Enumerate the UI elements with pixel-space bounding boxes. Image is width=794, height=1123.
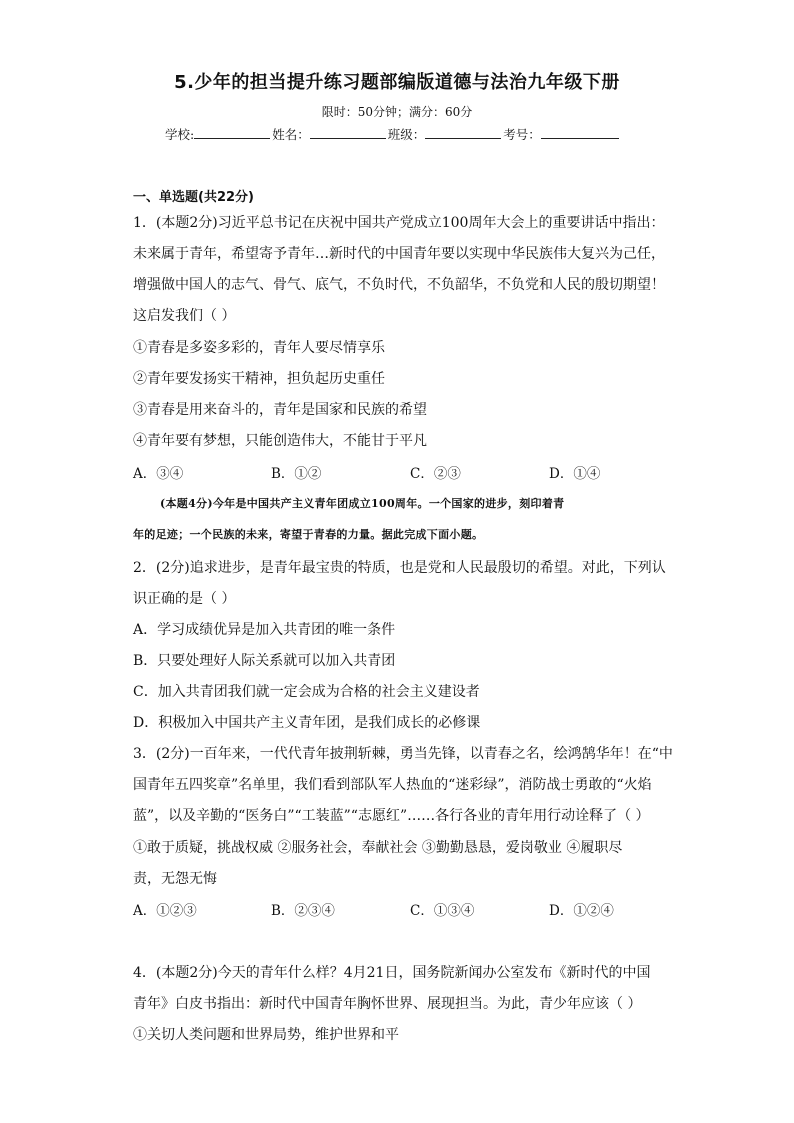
q1-stem-line: 未来属于青年，希望寄予青年…新时代的中国青年要以实现中华民族伟大复兴为己任， (133, 246, 665, 262)
q4-stem-line: 4．(本题2分)今天的青年什么样？4月21日，国务院新闻办公室发布《新时代的中国 (133, 965, 651, 981)
class-label: 班级： (387, 127, 426, 142)
name-label: 姓名： (272, 127, 310, 142)
class-field[interactable] (425, 124, 501, 139)
q1-option-d[interactable]: D．①④ (549, 466, 601, 482)
q2-choice-a[interactable]: A．学习成绩优异是加入共青团的唯一条件 (133, 622, 396, 638)
q3-option-a[interactable]: A．①②③ (133, 903, 197, 919)
q1-option-b[interactable]: B．①② (271, 466, 322, 482)
q1-item: ②青年要发扬实干精神，担负起历史重任 (133, 371, 385, 387)
exam-no-label: 考号： (503, 127, 541, 142)
q1-item: ③青春是用来奋斗的，青年是国家和民族的希望 (133, 402, 427, 418)
q1-item: ④青年要有梦想，只能创造伟大，不能甘于平凡 (133, 433, 427, 449)
q4-stem-line: 青年》白皮书指出：新时代中国青年胸怀世界、展现担当。为此，青少年应该（ ） (133, 996, 642, 1012)
time-score-info: 限时：50分钟；满分：60分 (321, 105, 473, 119)
q3-option-c[interactable]: C．①③④ (410, 903, 475, 919)
q1-item: ①青春是多姿多彩的，青年人要尽情享乐 (133, 340, 385, 356)
q2-choice-b[interactable]: B．只要处理好人际关系就可以加入共青团 (133, 653, 396, 669)
q1-option-a[interactable]: A．③④ (133, 466, 184, 482)
q2-stem-line: 2．(2分)追求进步，是青年最宝贵的特质，也是党和人民最殷切的希望。对此，下列认 (133, 560, 666, 576)
school-field[interactable] (194, 124, 270, 139)
q3-stem-line: 3．(2分)一百年来，一代代青年披荆斩棘，勇当先锋，以青春之名，绘鸿鹄华年！在“中 (133, 746, 673, 762)
student-info-row (165, 124, 621, 143)
q2-choice-c[interactable]: C．加入共青团我们就一定会成为合格的社会主义建设者 (133, 684, 480, 700)
q3-option-d[interactable]: D．①②④ (549, 903, 614, 919)
q1-option-c[interactable]: C．②③ (410, 466, 461, 482)
q3-stem-line: 蓝”，以及辛勤的“医务白”“工装蓝”“志愿红”……各行各业的青年用行动诠释了（ ） (133, 808, 650, 824)
material-line: (本题4分)今年是中国共产主义青年团成立100周年。一个国家的进步，刻印着青 (160, 497, 565, 510)
exam-no-field[interactable] (541, 124, 619, 139)
name-field[interactable] (310, 124, 386, 139)
q2-choice-d[interactable]: D．积极加入中国共产主义青年团，是我们成长的必修课 (133, 715, 481, 731)
q2-stem-line: 识正确的是（ ） (133, 591, 236, 607)
q4-item: ①关切人类问题和世界局势，维护世界和平 (133, 1027, 399, 1043)
q1-stem-line: 1．(本题2分)习近平总书记在庆祝中国共产党成立100周年大会上的重要讲话中指出： (133, 215, 665, 231)
q3-option-b[interactable]: B．②③④ (271, 903, 335, 919)
q1-stem-line: 这启发我们（ ） (133, 308, 236, 324)
section-heading: 一、单选题(共22分) (133, 190, 254, 205)
q3-items-line: 责，无怨无悔 (133, 871, 217, 887)
school-label: 学校: (165, 127, 195, 142)
page-title: 5.少年的担当提升练习题部编版道德与法治九年级下册 (174, 72, 620, 93)
q3-stem-line: 国青年五四奖章”名单里，我们看到部队军人热血的“迷彩绿”，消防战士勇敢的“火焰 (133, 777, 652, 793)
q1-stem-line: 增强做中国人的志气、骨气、底气，不负时代，不负韶华，不负党和人民的殷切期望！ (133, 277, 665, 293)
q3-items-line: ①敢于质疑，挑战权威 ②服务社会，奉献社会 ③勤勤恳恳，爱岗敬业 ④履职尽 (133, 840, 623, 856)
material-line: 年的足迹；一个民族的未来，寄望于青春的力量。据此完成下面小题。 (133, 528, 484, 541)
